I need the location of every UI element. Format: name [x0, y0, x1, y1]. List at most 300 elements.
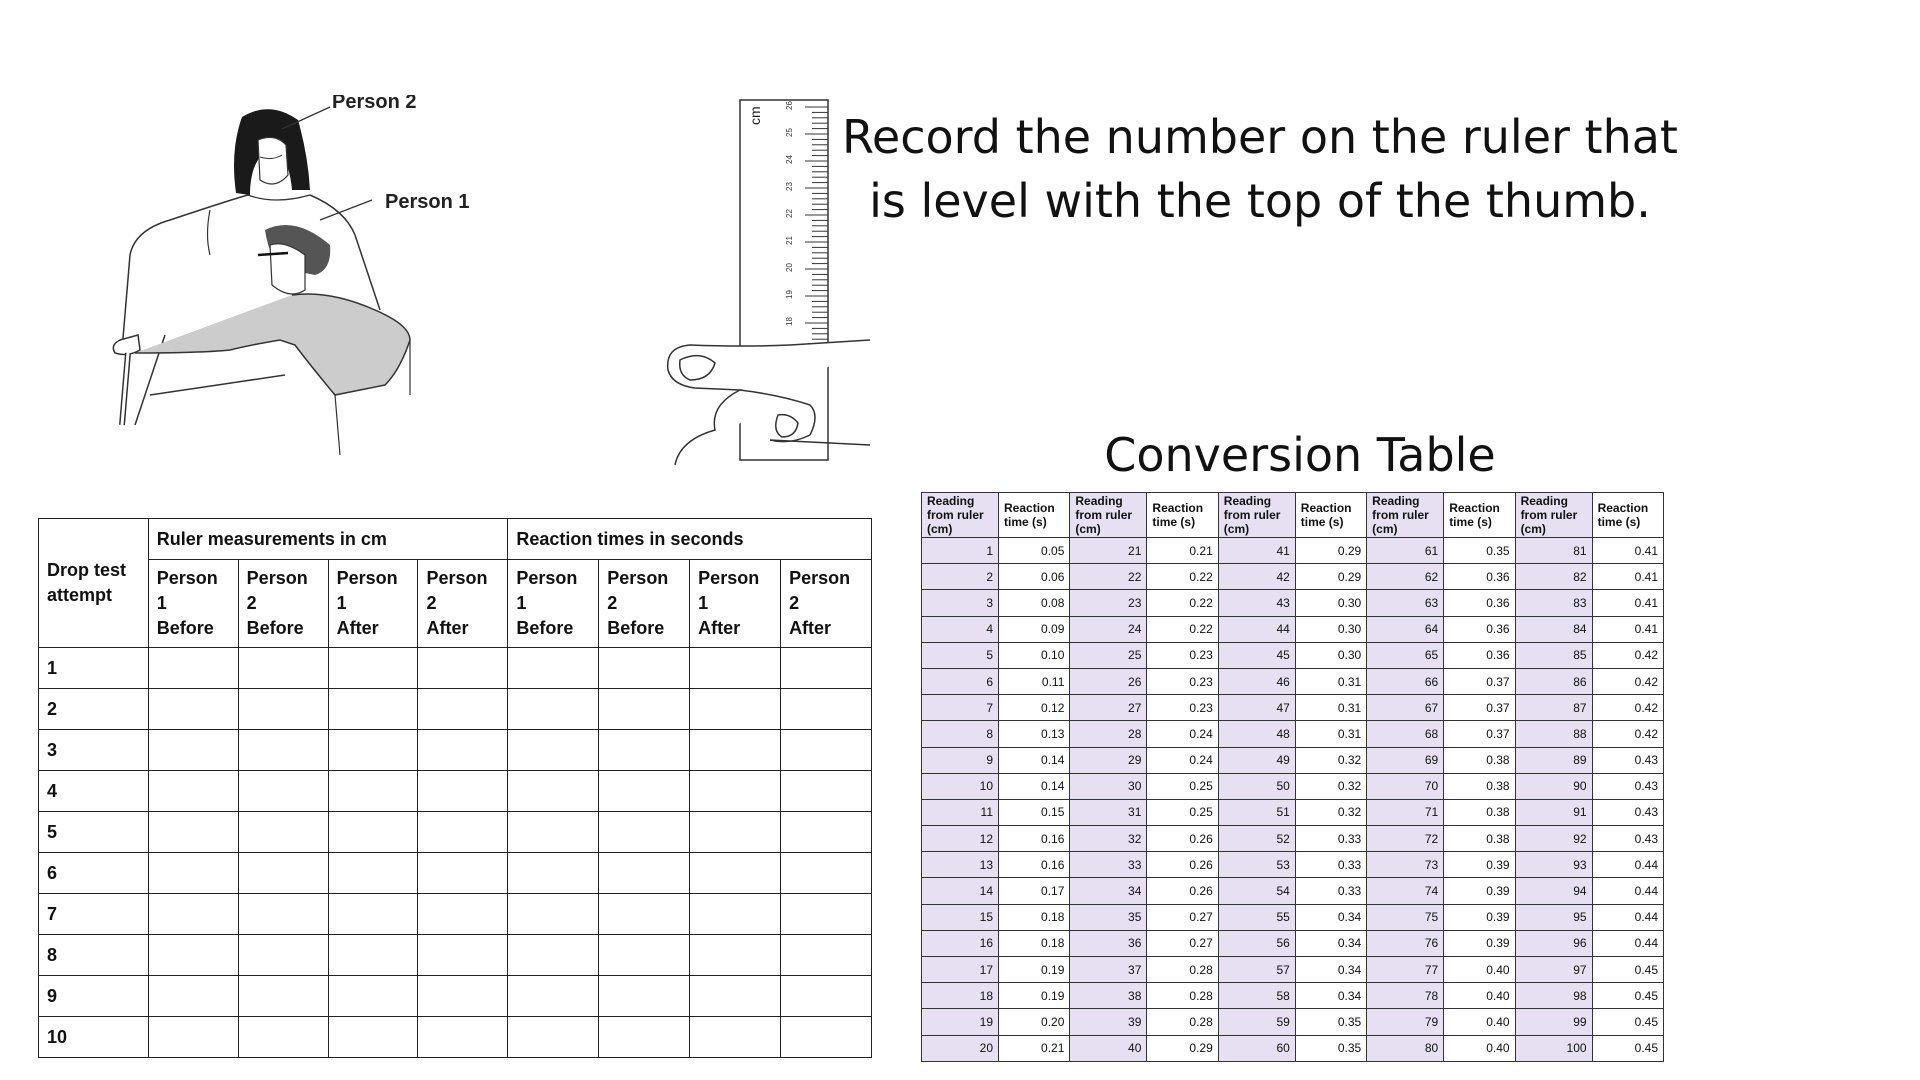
- reading-cell: 31: [1070, 799, 1147, 825]
- blank-entry-cell[interactable]: [599, 689, 690, 730]
- reaction-time-cell: 0.44: [1592, 852, 1663, 878]
- blank-entry-cell[interactable]: [508, 812, 599, 853]
- person-2-label: Person 2: [332, 95, 417, 113]
- blank-entry-cell[interactable]: [781, 648, 872, 689]
- reading-cell: 32: [1070, 826, 1147, 852]
- reading-cell: 76: [1367, 930, 1444, 956]
- reading-cell: 63: [1367, 590, 1444, 616]
- blank-entry-cell[interactable]: [238, 894, 328, 935]
- conversion-table: [921, 492, 1664, 1062]
- reading-cell: 48: [1218, 721, 1295, 747]
- blank-entry-cell[interactable]: [328, 771, 418, 812]
- blank-entry-cell[interactable]: [599, 976, 690, 1017]
- ruler-tick-label: 24: [785, 155, 794, 164]
- reaction-time-cell: 0.45: [1592, 1035, 1663, 1061]
- reading-cell: 11: [922, 799, 999, 825]
- reaction-time-cell: 0.45: [1592, 983, 1663, 1009]
- reading-cell: 43: [1218, 590, 1295, 616]
- reaction-time-cell: 0.45: [1592, 957, 1663, 983]
- blank-entry-cell[interactable]: [418, 648, 508, 689]
- blank-entry-cell[interactable]: [781, 771, 872, 812]
- reading-cell: 80: [1367, 1035, 1444, 1061]
- reaction-time-cell: 0.37: [1444, 721, 1515, 747]
- reaction-time-cell: 0.26: [1147, 826, 1218, 852]
- reaction-time-cell: 0.31: [1295, 721, 1366, 747]
- reaction-time-cell: 0.33: [1295, 878, 1366, 904]
- blank-entry-cell[interactable]: [148, 1017, 238, 1058]
- blank-entry-cell[interactable]: [238, 1017, 328, 1058]
- blank-entry-cell[interactable]: [238, 853, 328, 894]
- reaction-time-cell: 0.19: [999, 983, 1070, 1009]
- reading-cell: 97: [1515, 957, 1592, 983]
- blank-entry-cell[interactable]: [599, 935, 690, 976]
- reaction-time-cell: 0.18: [999, 904, 1070, 930]
- reading-cell: 85: [1515, 642, 1592, 668]
- table-row: [922, 642, 1664, 668]
- drop-sub-header: [690, 560, 781, 648]
- reading-cell: 29: [1070, 747, 1147, 773]
- drop-test-attempt-header: Drop test attempt: [39, 519, 149, 648]
- reaction-time-cell: 0.33: [1295, 852, 1366, 878]
- reading-cell: 7: [922, 695, 999, 721]
- attempt-number: 4: [39, 771, 149, 812]
- blank-entry-cell[interactable]: [238, 976, 328, 1017]
- reaction-time-cell: 0.24: [1147, 721, 1218, 747]
- table-row: [922, 747, 1664, 773]
- reading-cell: 86: [1515, 668, 1592, 694]
- drop-sub-header-line: Person: [607, 568, 669, 588]
- reaction-time-cell: 0.23: [1147, 642, 1218, 668]
- reaction-time-cell: 0.40: [1444, 983, 1515, 1009]
- attempt-number: 7: [39, 894, 149, 935]
- blank-entry-cell[interactable]: [690, 853, 781, 894]
- blank-entry-cell[interactable]: [690, 1017, 781, 1058]
- attempt-number: 1: [39, 648, 149, 689]
- reaction-time-cell: 0.29: [1295, 538, 1366, 564]
- reading-cell: 30: [1070, 773, 1147, 799]
- reading-cell: 88: [1515, 721, 1592, 747]
- reaction-time-cell: 0.42: [1592, 668, 1663, 694]
- reading-cell: 18: [922, 983, 999, 1009]
- reading-cell: 73: [1367, 852, 1444, 878]
- reading-cell: 77: [1367, 957, 1444, 983]
- table-row: [39, 1017, 872, 1058]
- blank-entry-cell[interactable]: [781, 976, 872, 1017]
- reading-cell: 42: [1218, 564, 1295, 590]
- blank-entry-cell[interactable]: [599, 812, 690, 853]
- table-row: [922, 930, 1664, 956]
- drop-sub-header: [148, 560, 238, 648]
- reading-cell: 93: [1515, 852, 1592, 878]
- blank-entry-cell[interactable]: [508, 853, 599, 894]
- table-row: [922, 878, 1664, 904]
- blank-entry-cell[interactable]: [328, 1017, 418, 1058]
- person-1-label: Person 1: [385, 191, 470, 213]
- reaction-time-cell: 0.40: [1444, 1009, 1515, 1035]
- reaction-time-cell: 0.19: [999, 957, 1070, 983]
- reading-cell: 53: [1218, 852, 1295, 878]
- reading-cell: 46: [1218, 668, 1295, 694]
- blank-entry-cell[interactable]: [508, 771, 599, 812]
- drop-sub-header-line: 1: [698, 593, 709, 613]
- drop-sub-header-line: 2: [607, 593, 618, 613]
- reaction-time-cell: 0.25: [1147, 773, 1218, 799]
- blank-entry-cell[interactable]: [781, 1017, 872, 1058]
- drop-sub-header-line: After: [789, 618, 832, 638]
- blank-entry-cell[interactable]: [781, 894, 872, 935]
- reaction-time-cell: 0.35: [1295, 1009, 1366, 1035]
- reaction-time-cell: 0.41: [1592, 616, 1663, 642]
- reading-cell: 17: [922, 957, 999, 983]
- reading-cell: 58: [1218, 983, 1295, 1009]
- blank-entry-cell[interactable]: [781, 853, 872, 894]
- reading-cell: 51: [1218, 799, 1295, 825]
- blank-entry-cell[interactable]: [238, 648, 328, 689]
- blank-entry-cell[interactable]: [148, 771, 238, 812]
- table-row: [922, 1009, 1664, 1035]
- reading-cell: 35: [1070, 904, 1147, 930]
- blank-entry-cell[interactable]: [328, 730, 418, 771]
- blank-entry-cell[interactable]: [328, 894, 418, 935]
- table-row: [922, 773, 1664, 799]
- reading-cell: 12: [922, 826, 999, 852]
- blank-entry-cell[interactable]: [238, 771, 328, 812]
- blank-entry-cell[interactable]: [690, 935, 781, 976]
- table-row: [922, 564, 1664, 590]
- reaction-time-cell: 0.28: [1147, 983, 1218, 1009]
- reading-cell: 98: [1515, 983, 1592, 1009]
- reading-cell: 72: [1367, 826, 1444, 852]
- reaction-time-cell: 0.18: [999, 930, 1070, 956]
- drop-sub-header-line: After: [426, 618, 469, 638]
- blank-entry-cell[interactable]: [238, 812, 328, 853]
- ruler-drop-illustration: [110, 95, 530, 470]
- reaction-time-cell: 0.37: [1444, 695, 1515, 721]
- attempt-number: 2: [39, 689, 149, 730]
- reaction-time-cell: 0.16: [999, 826, 1070, 852]
- reaction-time-cell: 0.36: [1444, 642, 1515, 668]
- reading-cell: 28: [1070, 721, 1147, 747]
- reading-cell: 69: [1367, 747, 1444, 773]
- reading-cell: 1: [922, 538, 999, 564]
- blank-entry-cell[interactable]: [328, 812, 418, 853]
- reaction-times-header: Reaction times in seconds: [508, 519, 872, 560]
- reading-cell: 54: [1218, 878, 1295, 904]
- reaction-time-cell: 0.28: [1147, 957, 1218, 983]
- blank-entry-cell[interactable]: [690, 894, 781, 935]
- blank-entry-cell[interactable]: [148, 935, 238, 976]
- drop-sub-header: [418, 560, 508, 648]
- reading-cell: 23: [1070, 590, 1147, 616]
- reaction-time-cell: 0.35: [1295, 1035, 1366, 1061]
- reaction-time-cell: 0.26: [1147, 852, 1218, 878]
- reading-cell: 15: [922, 904, 999, 930]
- blank-entry-cell[interactable]: [599, 648, 690, 689]
- reading-cell: 65: [1367, 642, 1444, 668]
- ruler-tick-label: 19: [785, 290, 794, 299]
- blank-entry-cell[interactable]: [418, 689, 508, 730]
- reading-cell: 83: [1515, 590, 1592, 616]
- blank-entry-cell[interactable]: [690, 648, 781, 689]
- reading-cell: 10: [922, 773, 999, 799]
- ruler-tick-label: 22: [785, 209, 794, 218]
- table-row: [39, 976, 872, 1017]
- reaction-time-cell: 0.27: [1147, 904, 1218, 930]
- reaction-time-cell: 0.40: [1444, 957, 1515, 983]
- reaction-time-cell: 0.35: [1444, 538, 1515, 564]
- reaction-time-cell: 0.32: [1295, 799, 1366, 825]
- drop-sub-header: [508, 560, 599, 648]
- drop-sub-header-line: 2: [246, 593, 257, 613]
- blank-entry-cell[interactable]: [148, 976, 238, 1017]
- reading-cell: 38: [1070, 983, 1147, 1009]
- reaction-time-cell: 0.42: [1592, 721, 1663, 747]
- blank-entry-cell[interactable]: [418, 935, 508, 976]
- reading-cell: 57: [1218, 957, 1295, 983]
- reaction-time-cell: 0.14: [999, 747, 1070, 773]
- reading-cell: 27: [1070, 695, 1147, 721]
- table-row: [922, 1035, 1664, 1061]
- blank-entry-cell[interactable]: [599, 730, 690, 771]
- drop-sub-header-line: Person: [426, 568, 488, 588]
- blank-entry-cell[interactable]: [508, 1017, 599, 1058]
- reaction-time-cell: 0.30: [1295, 590, 1366, 616]
- reaction-time-cell: 0.36: [1444, 590, 1515, 616]
- blank-entry-cell[interactable]: [328, 689, 418, 730]
- drop-sub-header-line: Person: [698, 568, 760, 588]
- blank-entry-cell[interactable]: [328, 648, 418, 689]
- blank-entry-cell[interactable]: [690, 730, 781, 771]
- reading-cell: 82: [1515, 564, 1592, 590]
- blank-entry-cell[interactable]: [690, 771, 781, 812]
- reaction-time-cell: 0.12: [999, 695, 1070, 721]
- reading-column-header: Reading from ruler (cm): [1218, 493, 1295, 538]
- blank-entry-cell[interactable]: [781, 689, 872, 730]
- blank-entry-cell[interactable]: [690, 976, 781, 1017]
- drop-sub-header-line: Person: [789, 568, 851, 588]
- blank-entry-cell[interactable]: [599, 853, 690, 894]
- blank-entry-cell[interactable]: [148, 730, 238, 771]
- ruler-unit-label: cm: [747, 106, 763, 125]
- reaction-time-cell: 0.30: [1295, 642, 1366, 668]
- blank-entry-cell[interactable]: [418, 894, 508, 935]
- reading-cell: 37: [1070, 957, 1147, 983]
- blank-entry-cell[interactable]: [508, 730, 599, 771]
- reaction-time-cell: 0.44: [1592, 930, 1663, 956]
- reaction-time-cell: 0.39: [1444, 904, 1515, 930]
- blank-entry-cell[interactable]: [148, 853, 238, 894]
- reaction-time-cell: 0.40: [1444, 1035, 1515, 1061]
- reaction-column-header: Reaction time (s): [1592, 493, 1663, 538]
- drop-sub-header-line: 1: [156, 593, 167, 613]
- reading-cell: 36: [1070, 930, 1147, 956]
- reaction-time-cell: 0.38: [1444, 826, 1515, 852]
- drop-sub-header-line: Person: [246, 568, 308, 588]
- attempt-number: 3: [39, 730, 149, 771]
- reaction-time-cell: 0.08: [999, 590, 1070, 616]
- blank-entry-cell[interactable]: [418, 730, 508, 771]
- reading-cell: 78: [1367, 983, 1444, 1009]
- blank-entry-cell[interactable]: [781, 812, 872, 853]
- reading-cell: 9: [922, 747, 999, 773]
- drop-sub-header: [328, 560, 418, 648]
- reaction-column-header: Reaction time (s): [1295, 493, 1366, 538]
- drop-sub-header-line: Before: [246, 618, 304, 638]
- blank-entry-cell[interactable]: [508, 894, 599, 935]
- reaction-time-cell: 0.36: [1444, 564, 1515, 590]
- reaction-time-cell: 0.29: [1147, 1035, 1218, 1061]
- blank-entry-cell[interactable]: [418, 853, 508, 894]
- attempt-number: 5: [39, 812, 149, 853]
- blank-entry-cell[interactable]: [238, 730, 328, 771]
- reaction-time-cell: 0.23: [1147, 695, 1218, 721]
- reading-cell: 59: [1218, 1009, 1295, 1035]
- blank-entry-cell[interactable]: [599, 894, 690, 935]
- blank-entry-cell[interactable]: [508, 648, 599, 689]
- blank-entry-cell[interactable]: [418, 771, 508, 812]
- reading-cell: 70: [1367, 773, 1444, 799]
- attempt-number: 9: [39, 976, 149, 1017]
- reading-cell: 6: [922, 668, 999, 694]
- table-row: [39, 853, 872, 894]
- reading-cell: 21: [1070, 538, 1147, 564]
- table-row: [39, 935, 872, 976]
- reaction-time-cell: 0.42: [1592, 642, 1663, 668]
- blank-entry-cell[interactable]: [599, 1017, 690, 1058]
- reading-cell: 13: [922, 852, 999, 878]
- reaction-time-cell: 0.17: [999, 878, 1070, 904]
- reading-cell: 87: [1515, 695, 1592, 721]
- reaction-time-cell: 0.09: [999, 616, 1070, 642]
- table-row: [39, 648, 872, 689]
- reading-cell: 75: [1367, 904, 1444, 930]
- reaction-time-cell: 0.44: [1592, 878, 1663, 904]
- reading-cell: 24: [1070, 616, 1147, 642]
- blank-entry-cell[interactable]: [148, 648, 238, 689]
- reaction-time-cell: 0.41: [1592, 538, 1663, 564]
- reading-cell: 62: [1367, 564, 1444, 590]
- reaction-time-cell: 0.45: [1592, 1009, 1663, 1035]
- blank-entry-cell[interactable]: [148, 689, 238, 730]
- blank-entry-cell[interactable]: [418, 812, 508, 853]
- reading-cell: 68: [1367, 721, 1444, 747]
- reading-cell: 71: [1367, 799, 1444, 825]
- blank-entry-cell[interactable]: [508, 689, 599, 730]
- reaction-time-cell: 0.38: [1444, 799, 1515, 825]
- table-row: [39, 812, 872, 853]
- table-row: [39, 894, 872, 935]
- reading-cell: 79: [1367, 1009, 1444, 1035]
- reaction-time-cell: 0.23: [1147, 668, 1218, 694]
- blank-entry-cell[interactable]: [418, 976, 508, 1017]
- blank-entry-cell[interactable]: [690, 689, 781, 730]
- blank-entry-cell[interactable]: [781, 935, 872, 976]
- attempt-number: 8: [39, 935, 149, 976]
- blank-entry-cell[interactable]: [238, 689, 328, 730]
- reaction-time-cell: 0.39: [1444, 878, 1515, 904]
- reading-cell: 41: [1218, 538, 1295, 564]
- reaction-time-cell: 0.34: [1295, 930, 1366, 956]
- table-row: [922, 852, 1664, 878]
- blank-entry-cell[interactable]: [148, 894, 238, 935]
- drop-sub-header: [781, 560, 872, 648]
- table-row: [922, 826, 1664, 852]
- reading-cell: 33: [1070, 852, 1147, 878]
- conversion-table-title: Conversion Table: [1104, 428, 1496, 482]
- reaction-time-cell: 0.14: [999, 773, 1070, 799]
- blank-entry-cell[interactable]: [418, 1017, 508, 1058]
- ruler-tick-label: 18: [785, 317, 794, 326]
- reading-cell: 5: [922, 642, 999, 668]
- reaction-time-cell: 0.42: [1592, 695, 1663, 721]
- blank-entry-cell[interactable]: [599, 771, 690, 812]
- table-row: [39, 730, 872, 771]
- reaction-time-cell: 0.31: [1295, 668, 1366, 694]
- blank-entry-cell[interactable]: [508, 976, 599, 1017]
- table-row: [922, 616, 1664, 642]
- blank-entry-cell[interactable]: [328, 976, 418, 1017]
- reaction-time-cell: 0.43: [1592, 799, 1663, 825]
- drop-sub-header-line: Person: [516, 568, 578, 588]
- reading-cell: 50: [1218, 773, 1295, 799]
- blank-entry-cell[interactable]: [690, 812, 781, 853]
- reaction-time-cell: 0.21: [999, 1035, 1070, 1061]
- reading-cell: 95: [1515, 904, 1592, 930]
- reading-column-header: Reading from ruler (cm): [1515, 493, 1592, 538]
- reaction-time-cell: 0.34: [1295, 904, 1366, 930]
- reaction-time-cell: 0.22: [1147, 564, 1218, 590]
- drop-sub-header: [599, 560, 690, 648]
- blank-entry-cell[interactable]: [328, 853, 418, 894]
- drop-sub-header-line: Before: [607, 618, 665, 638]
- reading-column-header: Reading from ruler (cm): [1367, 493, 1444, 538]
- table-row: [922, 590, 1664, 616]
- reading-cell: 44: [1218, 616, 1295, 642]
- blank-entry-cell[interactable]: [148, 812, 238, 853]
- instruction-line-1: Record the number on the ruler that: [842, 110, 1678, 164]
- ruler-tick-label: 23: [785, 182, 794, 191]
- table-row: [922, 983, 1664, 1009]
- reading-cell: 2: [922, 564, 999, 590]
- blank-entry-cell[interactable]: [508, 935, 599, 976]
- reaction-time-cell: 0.06: [999, 564, 1070, 590]
- drop-sub-header-line: 1: [336, 593, 347, 613]
- reaction-time-cell: 0.10: [999, 642, 1070, 668]
- reading-cell: 40: [1070, 1035, 1147, 1061]
- reaction-time-cell: 0.16: [999, 852, 1070, 878]
- blank-entry-cell[interactable]: [238, 935, 328, 976]
- reading-cell: 55: [1218, 904, 1295, 930]
- reading-cell: 3: [922, 590, 999, 616]
- table-row: [922, 668, 1664, 694]
- drop-test-table: [38, 518, 872, 1058]
- table-row: [39, 689, 872, 730]
- reading-cell: 84: [1515, 616, 1592, 642]
- reading-cell: 8: [922, 721, 999, 747]
- reaction-time-cell: 0.22: [1147, 616, 1218, 642]
- ruler-tick-label: 20: [785, 263, 794, 272]
- reaction-time-cell: 0.34: [1295, 957, 1366, 983]
- drop-sub-header-line: 2: [789, 593, 800, 613]
- reading-cell: 61: [1367, 538, 1444, 564]
- table-row: [922, 721, 1664, 747]
- person-1-figure: [135, 225, 410, 455]
- reading-cell: 14: [922, 878, 999, 904]
- reaction-time-cell: 0.43: [1592, 773, 1663, 799]
- blank-entry-cell[interactable]: [781, 730, 872, 771]
- reading-cell: 90: [1515, 773, 1592, 799]
- blank-entry-cell[interactable]: [328, 935, 418, 976]
